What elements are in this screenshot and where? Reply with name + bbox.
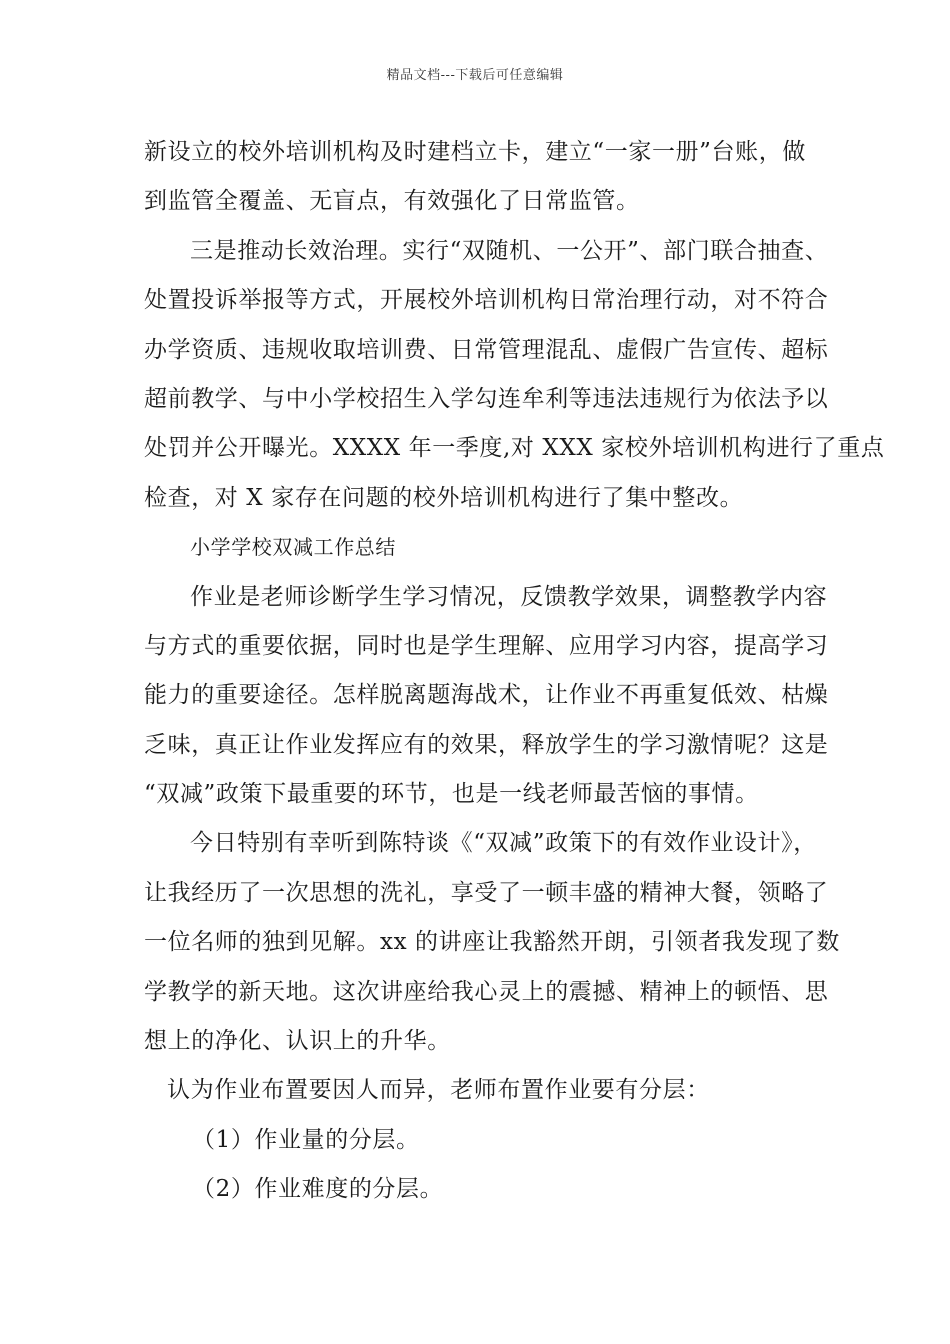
- paragraph-line: 检查，对 X 家存在问题的校外培训机构进行了集中整改。: [144, 484, 744, 511]
- paragraph-line: 能力的重要途径。怎样脱离题海战术，让作业不再重复低效、枯燥: [144, 682, 829, 709]
- paragraph-line: 处罚并公开曝光。XXXX 年一季度,对 XXX 家校外培训机构进行了重点: [144, 435, 885, 462]
- paragraph-line: 让我经历了一次思想的洗礼，享受了一顿丰盛的精神大餐，领略了: [144, 879, 829, 906]
- paragraph-line: 今日特别有幸听到陈特谈《“双减”政策下的有效作业设计》，: [190, 830, 817, 857]
- paragraph-line: 三是推动长效治理。实行“双随机、一公开”、部门联合抽查、: [190, 237, 829, 264]
- section-heading: 小学学校双减工作总结: [190, 535, 396, 560]
- paragraph-line: “双减”政策下最重要的环节，也是一线老师最苦恼的事情。: [144, 781, 759, 808]
- paragraph-line: 办学资质、违规收取培训费、日常管理混乱、虚假广告宣传、超标: [144, 336, 829, 363]
- paragraph-line: 一位名师的独到见解。xx 的讲座让我豁然开朗，引领者我发现了数: [144, 929, 840, 956]
- page-header: 精品文档---下载后可任意编辑: [386, 68, 564, 83]
- paragraph-line: 到监管全覆盖、无盲点，有效强化了日常监管。: [144, 188, 640, 215]
- list-item: （2）作业难度的分层。: [192, 1176, 444, 1203]
- list-item: （1）作业量的分层。: [192, 1126, 420, 1153]
- paragraph-line: 想上的净化、认识上的升华。: [144, 1028, 451, 1055]
- paragraph-line: 认为作业布置要因人而异，老师布置作业要有分层：: [167, 1077, 710, 1104]
- document-body: [144, 128, 885, 1215]
- paragraph-line: 处置投诉举报等方式，开展校外培训机构日常治理行动，对不符合: [144, 287, 829, 314]
- paragraph-line: 作业是老师诊断学生学习情况，反馈教学效果，调整教学内容: [190, 583, 828, 610]
- paragraph-line: 乏味，真正让作业发挥应有的效果，释放学生的学习激情呢？这是: [144, 731, 829, 758]
- paragraph-line: 学教学的新天地。这次讲座给我心灵上的震撼、精神上的顿悟、思: [144, 978, 829, 1005]
- paragraph-line: 与方式的重要依据，同时也是学生理解、应用学习内容，提高学习: [144, 632, 829, 659]
- paragraph-line: 超前教学、与中小学校招生入学勾连牟利等违法违规行为依法予以: [144, 385, 829, 412]
- paragraph-line: 新设立的校外培训机构及时建档立卡，建立“一家一册”台账，做: [144, 139, 806, 165]
